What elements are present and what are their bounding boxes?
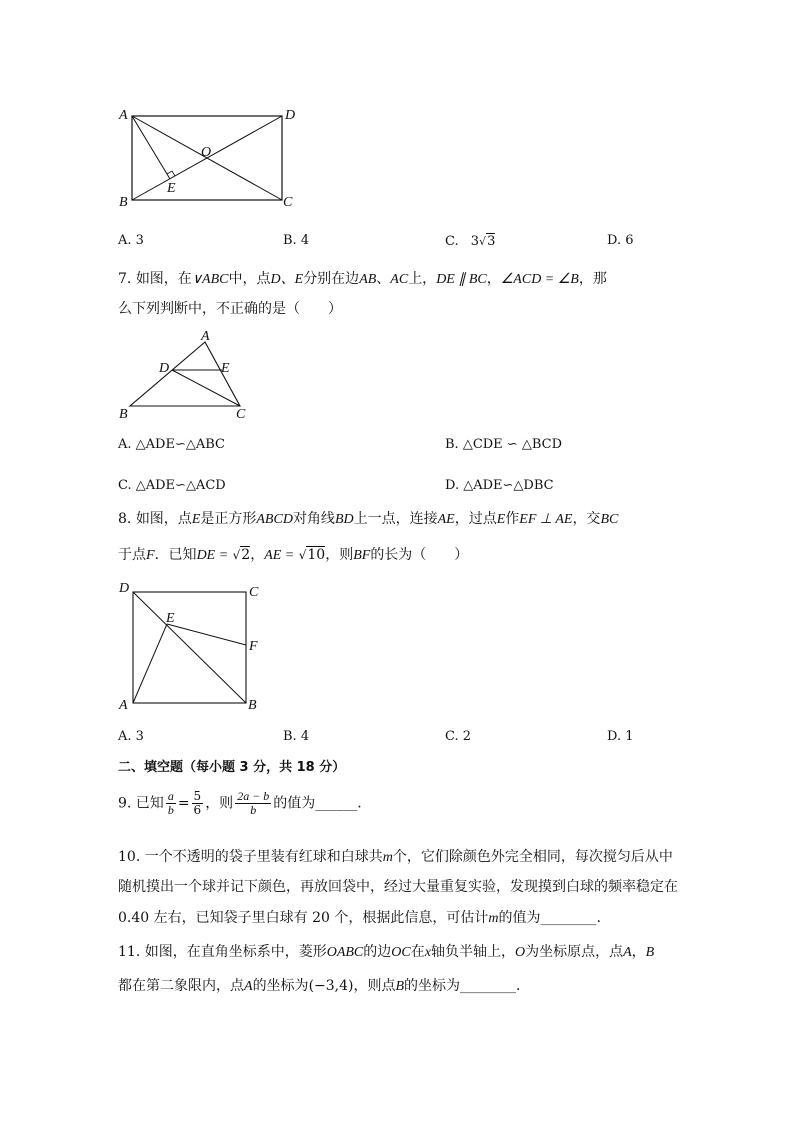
label-b: B: [119, 407, 128, 422]
q6-option-c-root: 3: [487, 234, 496, 249]
label-a: A: [119, 698, 128, 713]
label-f: F: [249, 639, 258, 654]
q7-option-b[interactable]: B. △CDE ∽ △BCD: [445, 437, 562, 452]
q10-line3: 0.40 左右，已知袋子里白球有 20 个，根据此信息，可估计m的值为________.: [118, 910, 601, 926]
q6-rectangle-figure: [115, 104, 305, 214]
q6-option-a[interactable]: A. 3: [118, 233, 144, 248]
label-e: E: [167, 181, 176, 196]
label-a: A: [201, 330, 210, 344]
q7-triangle-figure: [115, 330, 255, 422]
label-e: E: [221, 361, 230, 376]
segment-ae: [132, 116, 170, 179]
q8-option-a[interactable]: A. 3: [118, 729, 144, 744]
label-o: O: [201, 145, 212, 160]
q6-option-c[interactable]: C. 3√3: [445, 234, 496, 249]
q11-line2: 都在第二象限内，点A的坐标为(−3,4)，则点B的坐标为________.: [118, 978, 521, 994]
label-d: D: [285, 108, 296, 123]
q11-line1: 11. 如图，在直角坐标系中，菱形OABC的边OC在x轴负半轴上，O为坐标原点，点A，B: [118, 944, 655, 960]
label-a: A: [119, 108, 128, 123]
q8-option-b[interactable]: B. 4: [283, 729, 310, 744]
diagonal-db: [133, 592, 246, 703]
q6-option-c-coef: 3: [470, 234, 480, 249]
q8-question-line2: 于点F．已知DE = √2，AE = √10，则BF的长为（ ）: [118, 547, 469, 563]
q7-option-c[interactable]: C. △ADE∽△ACD: [118, 478, 226, 493]
q7-question-line2: 么下列判断中，不正确的是（ ）: [118, 301, 342, 317]
label-c: C: [236, 407, 246, 422]
section-heading: 二、填空题（每小题 3 分，共 18 分）: [118, 760, 346, 775]
label-d: D: [119, 581, 130, 596]
q6-option-c-prefix: C.: [445, 234, 459, 249]
q7-option-a[interactable]: A. △ADE∽△ABC: [118, 437, 225, 452]
q6-option-d[interactable]: D. 6: [607, 233, 634, 248]
label-b: B: [119, 195, 128, 210]
q7-option-d[interactable]: D. △ADE∽△DBC: [445, 478, 554, 493]
q8-option-c[interactable]: C. 2: [445, 729, 472, 744]
q6-option-b[interactable]: B. 4: [283, 233, 310, 248]
label-b: B: [248, 698, 257, 713]
q7-question-line1: 7. 如图，在∨ABC中，点D、E分别在边AB、AC上，DE ∥ BC，∠ACD = ∠B，那: [118, 271, 607, 287]
segment-ae: [133, 624, 167, 703]
label-e: E: [166, 611, 175, 626]
q10-line1: 10. 一个不透明的袋子里装有红球和白球共m个，它们除颜色外完全相同，每次搅匀后从中: [118, 849, 673, 865]
q10-line2: 随机摸出一个球并记下颜色，再放回袋中，经过大量重复实验，发现摸到白球的频率稳定在: [118, 879, 678, 895]
q8-square-figure: [115, 578, 265, 714]
label-d: D: [159, 361, 170, 376]
q9-question: 9. 已知 $\frac{a}{b}$ = $\frac{5}{6}$ ，则 $\frac{2a - b}{b}$ 的值为______.: [118, 789, 362, 817]
label-c: C: [249, 585, 259, 600]
label-c: C: [283, 195, 293, 210]
q8-question-line1: 8. 如图，点E是正方形ABCD对角线BD上一点，连接AE，过点E作EF ⊥ AE，交BC: [118, 511, 619, 527]
q8-option-d[interactable]: D. 1: [607, 729, 634, 744]
segment-ef: [167, 624, 246, 645]
